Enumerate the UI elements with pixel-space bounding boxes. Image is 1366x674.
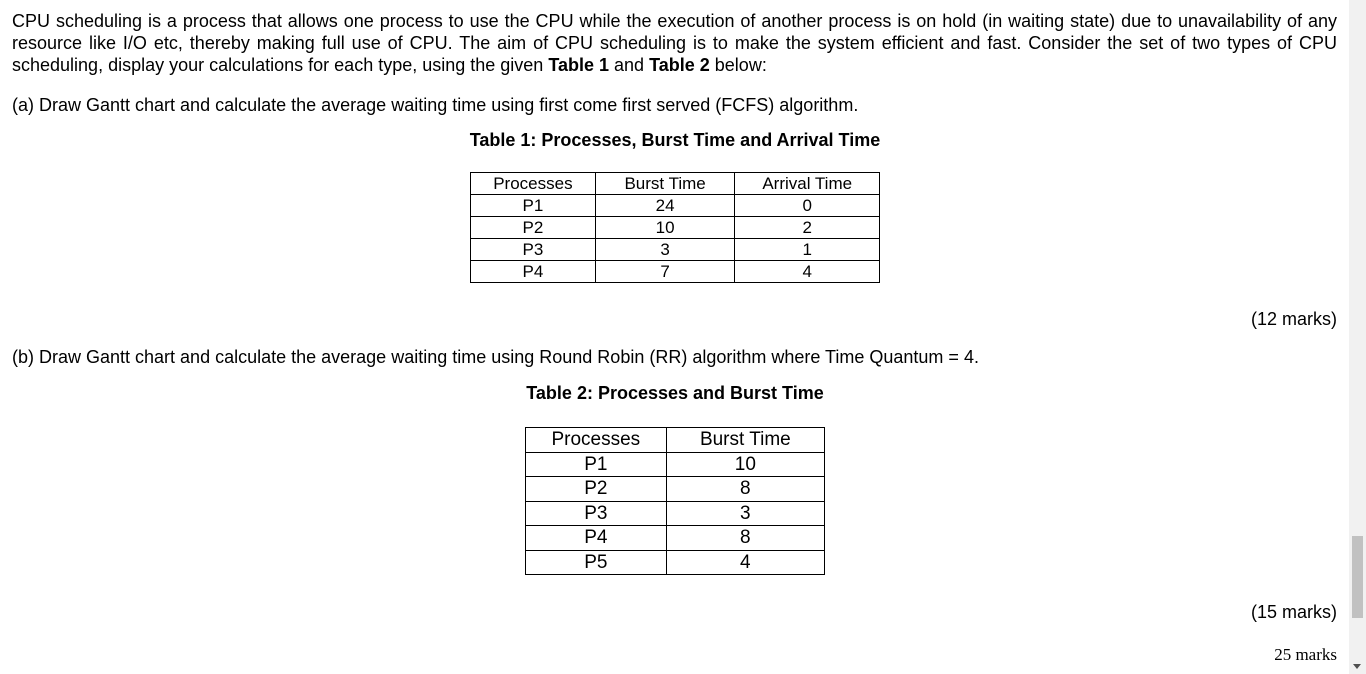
table1-cell-arrival: 0 [735, 195, 880, 217]
document-body [12, 10, 1337, 76]
table1-cell-process: P4 [471, 261, 596, 283]
part-a-marks: (12 marks) [1250, 309, 1337, 329]
intro-paragraph [12, 10, 1337, 76]
intro-and: and [609, 55, 650, 75]
table1-caption: Table 1: Processes, Burst Time and Arrival Time [469, 130, 881, 150]
question-b: (b) Draw Gantt chart and calculate the average waiting time using Round Robin (RR) algorithm where Time Quantum = 4. [12, 347, 979, 367]
intro-text: CPU scheduling is a process that allows one process to use the CPU while the execution of another process is on hold (in waiting state) due to unavailability of any resource like I/O etc, thereby making full use of CPU. The aim of CPU scheduling is to make the system efficient and fast. Consider the set of two types of CPU scheduling, display your calculations for each type, using the given [12, 11, 1337, 75]
table2-cell-process: P1 [526, 452, 667, 477]
table-row [471, 217, 880, 239]
table1-cell-arrival: 4 [735, 261, 880, 283]
question-a: (a) Draw Gantt chart and calculate the average waiting time using first come first served (FCFS) algorithm. [12, 95, 859, 115]
table2-cell-burst: 8 [666, 477, 824, 502]
table1-cell-arrival: 2 [735, 217, 880, 239]
table-row [526, 452, 825, 477]
table-row [471, 195, 880, 217]
table-row [526, 477, 825, 502]
table-row [526, 526, 825, 551]
table2-cell-burst: 4 [666, 550, 824, 575]
table1-cell-process: P1 [471, 195, 596, 217]
table2-cell-process: P3 [526, 501, 667, 526]
intro-table1-ref: Table 1 [548, 55, 610, 75]
table2-cell-burst: 10 [666, 452, 824, 477]
total-marks: 25 marks [1274, 645, 1337, 664]
table-row [471, 261, 880, 283]
table1-header-arrival: Arrival Time [735, 173, 880, 195]
table1-cell-burst: 3 [595, 239, 735, 261]
table-2 [525, 427, 825, 575]
table2-cell-burst: 8 [666, 526, 824, 551]
table-row [526, 501, 825, 526]
table1-cell-burst: 10 [595, 217, 735, 239]
intro-table2-ref: Table 2 [649, 55, 710, 75]
vertical-scrollbar[interactable] [1349, 0, 1366, 674]
scroll-down-arrow-icon[interactable] [1353, 664, 1361, 669]
table-row [526, 550, 825, 575]
table2-cell-burst: 3 [666, 501, 824, 526]
table1-cell-process: P3 [471, 239, 596, 261]
table2-cell-process: P5 [526, 550, 667, 575]
table2-header-row [526, 428, 825, 453]
table1-cell-burst: 7 [595, 261, 735, 283]
part-b-marks: (15 marks) [1250, 602, 1337, 622]
table2-cell-process: P4 [526, 526, 667, 551]
table1-cell-process: P2 [471, 217, 596, 239]
table2-header-burst: Burst Time [666, 428, 824, 453]
table2-header-processes: Processes [526, 428, 667, 453]
table-1 [470, 172, 880, 283]
table2-cell-process: P2 [526, 477, 667, 502]
table1-cell-burst: 24 [595, 195, 735, 217]
table1-header-row [471, 173, 880, 195]
table1-header-burst: Burst Time [595, 173, 735, 195]
table1-header-processes: Processes [471, 173, 596, 195]
scrollbar-thumb[interactable] [1352, 536, 1363, 618]
table-row [471, 239, 880, 261]
intro-tail: below: [709, 55, 767, 75]
table1-cell-arrival: 1 [735, 239, 880, 261]
table2-caption: Table 2: Processes and Burst Time [526, 383, 824, 403]
